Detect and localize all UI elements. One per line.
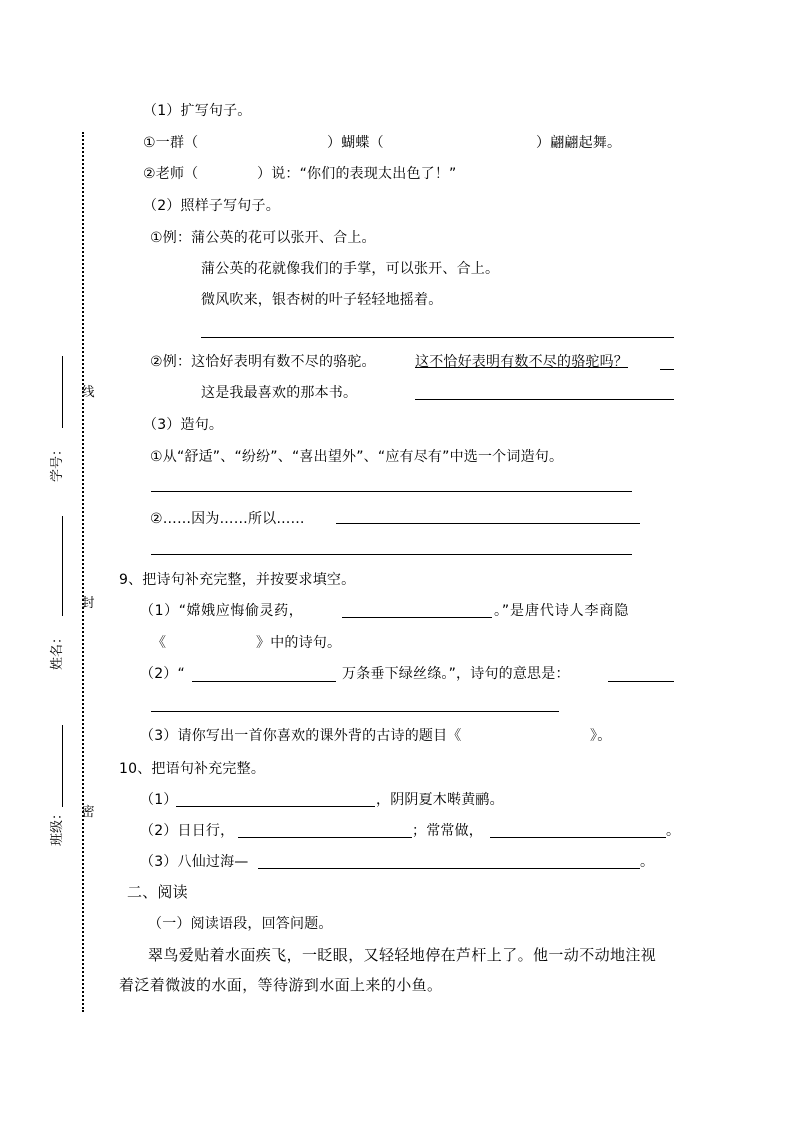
q10-s2-mid: ；常常做， (412, 823, 483, 839)
q9-s1-book-close: 》中的诗句。 (256, 635, 342, 651)
reading-paragraph-line2: 着泛着微波的水面，等待游到水面上来的小鱼。 (119, 976, 443, 994)
banji-label: 班级： (50, 806, 65, 846)
q8-part1-a-end: ）翩翩起舞。 (536, 135, 622, 151)
q8-part2-example2-task: 这是我最喜欢的那本书。 (201, 385, 358, 401)
q8-part1-a-mid: ）蝴蝶（ (327, 135, 384, 151)
q8-part2-example1-task: 微风吹来，银杏树的叶子轻轻地摇着。 (201, 292, 443, 308)
q8-part2-title: （2）照样子写句子。 (143, 198, 280, 214)
section-reading-heading: 二、阅读 (127, 883, 188, 901)
answer-line (192, 681, 336, 682)
q8-part2-example2: ②例：这恰好表明有数不尽的骆驼。 (150, 354, 376, 370)
answer-line (151, 711, 559, 712)
xuehao-label: 学号： (50, 442, 65, 482)
answer-line (201, 337, 674, 338)
q8-part2-example1-model: 蒲公英的花就像我们的手掌，可以张开、合上。 (201, 261, 500, 277)
q9-s1-start: （1）“嫦娥应悔偷灵药， (140, 603, 304, 619)
q9-s2-start: （2）“ (140, 666, 185, 682)
q9-s1-book-open: 《 (152, 635, 167, 651)
q8-part3-title: （3）造句。 (143, 417, 224, 433)
q8-part1-title: （1）扩写句子。 (143, 103, 252, 119)
answer-line (151, 491, 632, 492)
xuehao-blank (62, 356, 63, 428)
q9-s1-end: 。”是唐代诗人李商隐 (494, 603, 630, 619)
answer-line (176, 806, 375, 807)
q8-part2-example2-answer: 这不恰好表明有数不尽的骆驼吗？ (415, 354, 628, 370)
answer-line (151, 554, 632, 555)
seal-mark-mi: 密 (81, 805, 95, 820)
q9-s2-end: 万条垂下绿丝绦。”，诗句的意思是： (342, 666, 570, 682)
xingming-blank (62, 516, 63, 616)
answer-line (415, 399, 674, 400)
answer-line (238, 837, 412, 838)
q9-s3-start: （3）请你写出一首你喜欢的课外背的古诗的题目《 (140, 728, 462, 744)
answer-line (342, 617, 492, 618)
seal-mark-xian: 线 (81, 385, 95, 400)
q8-part3-a: ①从“舒适”、“纷纷”、“喜出望外”、“应有尽有”中选一个词造句。 (150, 449, 564, 465)
xingming-label: 姓名： (50, 630, 65, 670)
answer-line (660, 369, 674, 370)
q8-part2-example1: ①例：蒲公英的花可以张开、合上。 (150, 230, 376, 246)
q9-title: 9、把诗句补充完整，并按要求填空。 (119, 572, 356, 588)
q10-title: 10、把语句补充完整。 (119, 761, 266, 777)
q10-s3-start: （3）八仙过海— (140, 854, 249, 870)
q8-part1-b-start: ②老师（ (143, 166, 199, 182)
q10-s2-start: （2）日日行， (140, 823, 235, 839)
q10-s1-end: ，阴阴夏木啭黄鹂。 (376, 792, 504, 808)
answer-line (608, 681, 674, 682)
q8-part3-b: ②……因为……所以…… (150, 511, 305, 527)
reading-paragraph-line1: 翠鸟爱贴着水面疾飞，一眨眼，又轻轻地停在芦杆上了。他一动不动地注视 (148, 946, 657, 964)
reading-subheading: （一）阅读语段，回答问题。 (148, 916, 333, 932)
q10-s1-start: （1） (140, 792, 178, 808)
banji-blank (62, 725, 63, 807)
binding-dotted-line (82, 132, 84, 1012)
answer-line (490, 837, 666, 838)
seal-mark-feng: 封 (81, 596, 95, 611)
q10-s2-end: 。 (666, 823, 681, 839)
answer-line (336, 523, 640, 524)
q8-part1-a-start: ①一群（ (143, 135, 199, 151)
answer-line (258, 868, 640, 869)
q8-part1-b-end: ）说：“你们的表现太出色了！” (257, 166, 457, 182)
q9-s3-end: 》。 (590, 728, 612, 744)
q10-s3-end: 。 (640, 854, 655, 870)
